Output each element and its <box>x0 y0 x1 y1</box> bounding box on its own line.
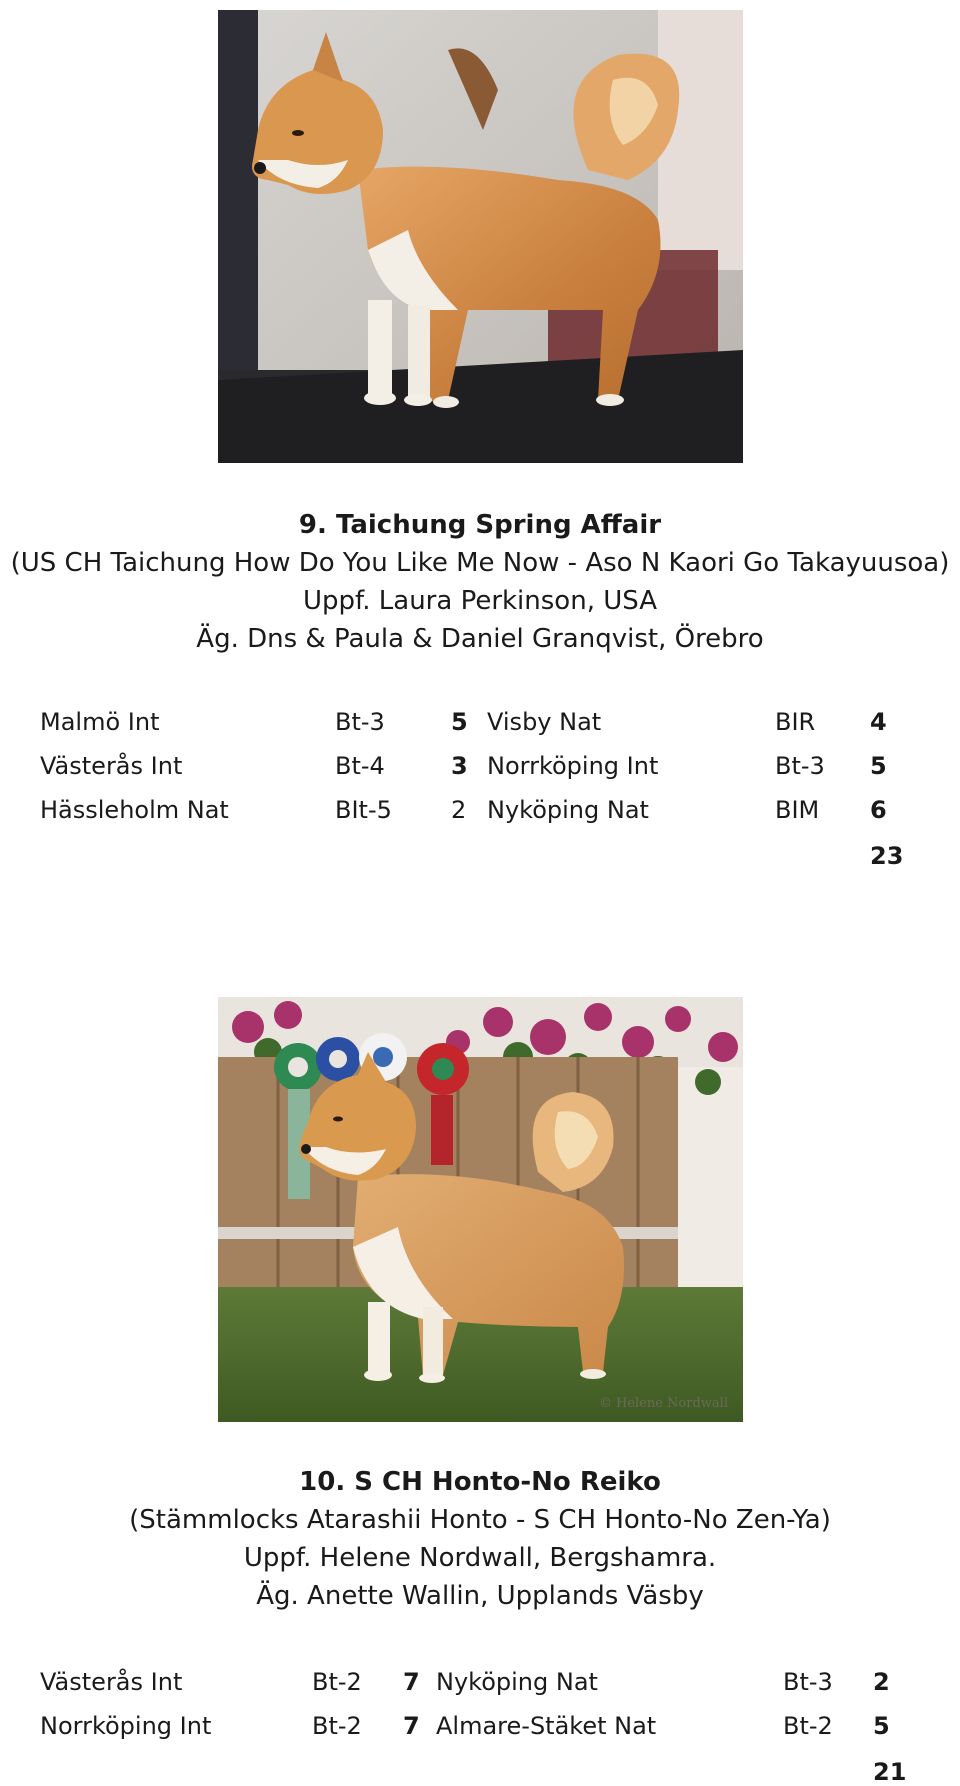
points: 7 <box>403 1668 420 1696</box>
points: 2 <box>873 1668 890 1696</box>
parents-line: (US CH Taichung How Do You Like Me Now - Aso N Kaori Go Takayuusoa) <box>10 548 950 578</box>
show-name: Hässleholm Nat <box>40 796 229 824</box>
award: BIM <box>775 796 820 824</box>
award: Bt-4 <box>335 752 385 780</box>
points: 4 <box>870 708 887 736</box>
points: 3 <box>451 752 468 780</box>
shiba-inu-with-rosettes-photo <box>218 997 743 1422</box>
breeder-line: Uppf. Helene Nordwall, Bergshamra. <box>243 1543 717 1573</box>
show-name: Västerås Int <box>40 752 183 780</box>
dog-photo-honto-no-reiko <box>218 997 743 1422</box>
entry-number: 9. <box>298 510 327 540</box>
award: BIt-5 <box>335 796 392 824</box>
result-row <box>0 1660 960 1704</box>
entry-10-header <box>0 1463 960 1615</box>
award: Bt-2 <box>312 1712 362 1740</box>
owner-line: Äg. Dns & Paula & Daniel Granqvist, Örebro <box>196 624 764 654</box>
entry-number: 10. <box>299 1467 346 1497</box>
result-row <box>0 1704 960 1748</box>
award: Bt-2 <box>312 1668 362 1696</box>
dog-name: S CH Honto-No Reiko <box>354 1467 661 1497</box>
show-name: Malmö Int <box>40 708 160 736</box>
award: Bt-3 <box>335 708 385 736</box>
show-name: Norrköping Int <box>40 1712 212 1740</box>
points-total: 23 <box>870 842 904 870</box>
show-name: Visby Nat <box>487 708 602 736</box>
show-name: Västerås Int <box>40 1668 183 1696</box>
breeder-line: Uppf. Laura Perkinson, USA <box>302 586 658 616</box>
result-row <box>0 700 960 744</box>
points: 7 <box>403 1712 420 1740</box>
show-name: Almare-Stäket Nat <box>436 1712 657 1740</box>
points: 2 <box>451 796 467 824</box>
entry-title <box>0 1463 960 1501</box>
points-total: 21 <box>873 1758 907 1786</box>
show-name: Norrköping Int <box>487 752 659 780</box>
photo-credit: © Helene Nordwall <box>598 1396 728 1411</box>
award: Bt-3 <box>783 1668 833 1696</box>
owner-line: Äg. Anette Wallin, Upplands Väsby <box>256 1581 704 1611</box>
shiba-inu-photo <box>218 10 743 463</box>
points: 5 <box>451 708 468 736</box>
entry-9-header <box>0 506 960 658</box>
award: BIR <box>775 708 816 736</box>
dog-photo-taichung-spring-affair <box>218 10 743 463</box>
show-name: Nyköping Nat <box>487 796 649 824</box>
points: 5 <box>873 1712 890 1740</box>
award: Bt-3 <box>775 752 825 780</box>
dog-name: Taichung Spring Affair <box>335 510 662 540</box>
show-name: Nyköping Nat <box>436 1668 598 1696</box>
entry-title <box>0 506 960 544</box>
parents-line: (Stämmlocks Atarashii Honto - S CH Honto-No Zen-Ya) <box>129 1505 831 1535</box>
points: 5 <box>870 752 887 780</box>
award: Bt-2 <box>783 1712 833 1740</box>
result-row <box>0 788 960 832</box>
result-row <box>0 744 960 788</box>
points: 6 <box>870 796 887 824</box>
